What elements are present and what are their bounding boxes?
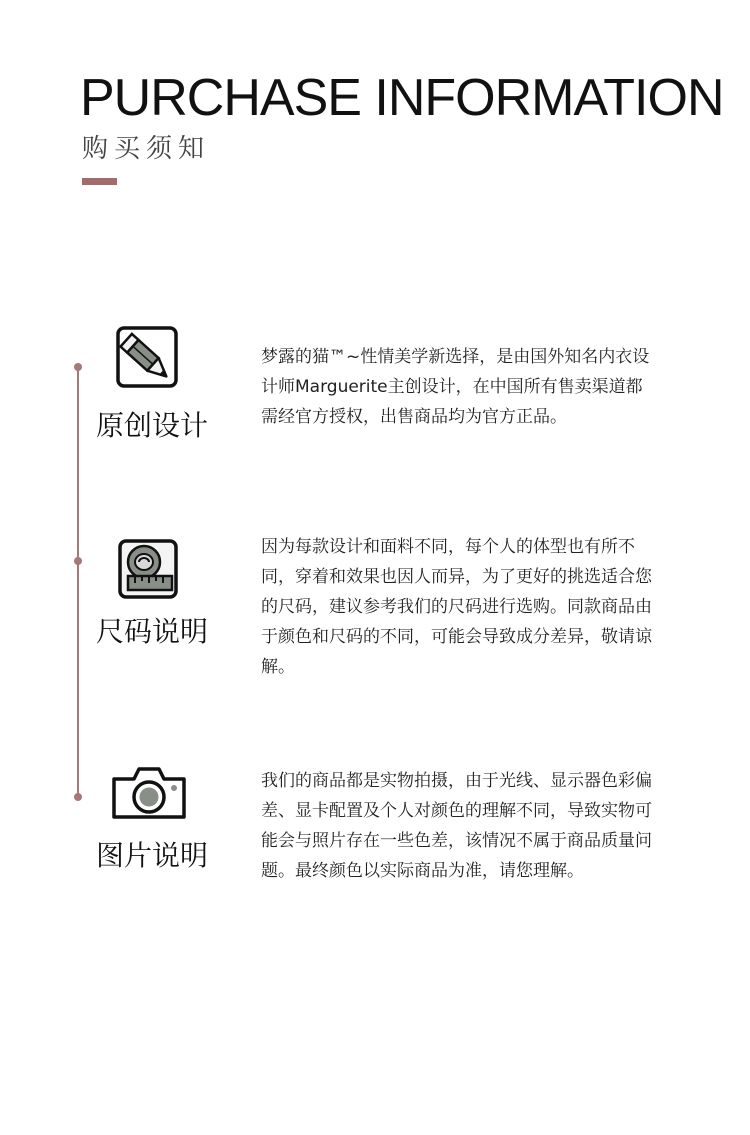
timeline-dot bbox=[74, 557, 82, 565]
section-label-image-note: 图片说明 bbox=[95, 839, 208, 872]
tape-measure-icon bbox=[117, 538, 179, 600]
section-label-original-design: 原创设计 bbox=[95, 409, 208, 442]
page-subtitle: 购买须知 bbox=[82, 134, 211, 164]
section-text-original-design: 梦露的猫™~性情美学新选择，是由国外知名内衣设计师Marguerite主创设计，在中国所有售卖渠道都需经官方授权，出售商品均为官方正品。 bbox=[261, 347, 650, 427]
page-title: PURCHASE INFORMATION bbox=[80, 69, 724, 127]
section-text-image-note: 我们的商品都是实物拍摄，由于光线、显示器色彩偏差、显卡配置及个人对颜色的理解不同，导致实物可能会与照片存在一些色差，该情况不属于商品质量问题。最终颜色以实际商品为准，请您理解。 bbox=[261, 771, 652, 881]
timeline-dot bbox=[74, 793, 82, 801]
accent-bar bbox=[82, 178, 117, 185]
timeline-line bbox=[77, 367, 79, 797]
section-text-size-guide: 因为每款设计和面料不同，每个人的体型也有所不同，穿着和效果也因人而异，为了更好的挑选适合您的尺码，建议参考我们的尺码进行选购。同款商品由于颜色和尺码的不同，可能会导致成分差异，敬请谅解。 bbox=[261, 537, 652, 677]
section-label-size-guide: 尺码说明 bbox=[95, 615, 208, 648]
timeline-dot bbox=[74, 363, 82, 371]
camera-icon bbox=[110, 765, 188, 821]
pencil-icon bbox=[115, 325, 179, 389]
